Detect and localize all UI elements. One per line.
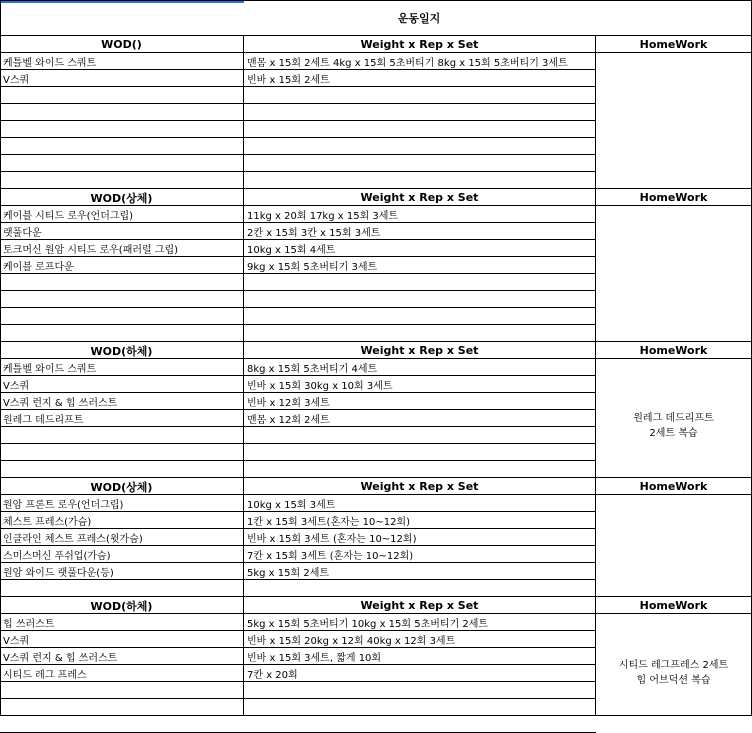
exercise-name[interactable]: 스미스머신 푸쉬업(가슴) <box>3 551 111 562</box>
homework-cell[interactable] <box>596 358 751 494</box>
homework-header: HomeWork <box>639 480 708 493</box>
exercise-name[interactable]: 원암 와이드 랫풀다운(등) <box>3 568 114 579</box>
exercise-name[interactable]: 랫풀다운 <box>3 228 42 239</box>
row-divider <box>0 171 596 172</box>
row-divider <box>0 307 596 308</box>
homework-cell[interactable] <box>596 52 751 205</box>
weight-header: Weight x Rep x Set <box>360 344 479 357</box>
exercise-detail[interactable]: 7칸 x 15회 3세트 (혼자는 10~12회) <box>247 551 414 562</box>
exercise-detail[interactable]: 맨몸 x 12회 2세트 <box>247 415 330 426</box>
exercise-detail[interactable]: 맨몸 x 15회 2세트 4kg x 15회 5초버티기 8kg x 15회 5초버티기 3세트 <box>247 58 568 69</box>
exercise-detail[interactable]: 5kg x 15회 5초버티기 10kg x 15회 5초버티기 2세트 <box>247 619 489 630</box>
wod-header: WOD(상체) <box>90 191 153 205</box>
homework-header: HomeWork <box>639 599 708 612</box>
exercise-name[interactable]: 케틀벨 와이드 스쿼트 <box>3 58 97 69</box>
weight-header: Weight x Rep x Set <box>360 480 479 493</box>
wod-header: WOD(상체) <box>90 480 153 494</box>
exercise-name[interactable]: 케이블 시티드 로우(언더그립) <box>3 211 134 222</box>
exercise-name[interactable]: 시티드 레그 프레스 <box>3 670 87 681</box>
homework-line: 힙 어브덕션 복습 <box>636 674 711 686</box>
exercise-detail[interactable]: 11kg x 20회 17kg x 15회 3세트 <box>247 211 399 222</box>
homework-header: HomeWork <box>639 344 708 357</box>
row-divider <box>0 137 596 138</box>
row-divider <box>0 154 596 155</box>
exercise-detail[interactable]: 빈바 x 15회 3세트, 짧게 10회 <box>247 653 382 664</box>
exercise-detail[interactable]: 빈바 x 15회 2세트 <box>247 75 330 86</box>
homework-header: HomeWork <box>639 38 708 51</box>
exercise-detail[interactable]: 10kg x 15회 3세트 <box>247 500 336 511</box>
homework-line: 시티드 레그프레스 2세트 <box>618 659 729 671</box>
row-divider <box>0 290 596 291</box>
row-divider <box>0 324 596 325</box>
exercise-name[interactable]: 토크머신 원암 시티드 로우(패러럴 그립) <box>3 245 179 256</box>
row-divider <box>0 103 596 104</box>
exercise-detail[interactable]: 9kg x 15회 5초버티기 3세트 <box>247 262 378 273</box>
row-divider <box>0 698 596 699</box>
exercise-detail[interactable]: 8kg x 15회 5초버티기 4세트 <box>247 364 378 375</box>
exercise-name[interactable]: V스쿼 <box>3 75 30 86</box>
exercise-detail[interactable]: 2칸 x 15회 3칸 x 15회 3세트 <box>247 228 381 239</box>
homework-header: HomeWork <box>639 191 708 204</box>
exercise-detail[interactable]: 10kg x 15회 4세트 <box>247 245 336 256</box>
homework-cell[interactable] <box>596 205 751 358</box>
homework-line: 원레그 데드리프트 <box>633 413 714 424</box>
exercise-detail[interactable]: 1칸 x 15회 3세트(혼자는 10~12회) <box>247 517 410 528</box>
weight-header: Weight x Rep x Set <box>360 599 479 612</box>
exercise-detail[interactable]: 빈바 x 12회 3세트 <box>247 398 330 409</box>
exercise-name[interactable]: 케이블 로프다운 <box>3 262 74 273</box>
exercise-detail[interactable]: 7칸 x 20회 <box>247 670 298 681</box>
exercise-name[interactable]: 힙 쓰러스트 <box>3 619 55 630</box>
wod-header: WOD() <box>101 38 142 51</box>
exercise-name[interactable]: 원레그 데드리프트 <box>3 415 84 426</box>
exercise-name[interactable]: 인클라인 체스트 프레스(윗가슴) <box>3 534 143 545</box>
homework-line: 2세트 복습 <box>649 428 698 439</box>
sheet-title: 운동일지 <box>397 11 441 25</box>
row-divider <box>0 120 596 121</box>
exercise-name[interactable]: 원암 프론트 로우(언더그립) <box>3 500 124 511</box>
row-divider <box>0 460 596 461</box>
exercise-detail[interactable]: 빈바 x 15회 3세트 (혼자는 10~12회) <box>247 534 417 545</box>
wod-header: WOD(하체) <box>90 599 153 613</box>
wod-header: WOD(하체) <box>90 344 153 358</box>
grid-hline <box>0 0 752 1</box>
weight-header: Weight x Rep x Set <box>360 191 479 204</box>
exercise-name[interactable]: V스쿼 <box>3 381 30 392</box>
exercise-name[interactable]: 체스트 프레스(가슴) <box>3 517 92 528</box>
exercise-name[interactable]: V스쿼 런지 & 힙 쓰러스트 <box>3 653 118 664</box>
exercise-name[interactable]: V스쿼 <box>3 636 30 647</box>
row-divider <box>0 443 596 444</box>
exercise-name[interactable]: 케틀벨 와이드 스쿼트 <box>3 364 97 375</box>
exercise-name[interactable]: V스쿼 런지 & 힙 쓰러스트 <box>3 398 118 409</box>
exercise-detail[interactable]: 빈바 x 15회 20kg x 12회 40kg x 12회 3세트 <box>247 636 456 647</box>
weight-header: Weight x Rep x Set <box>360 38 479 51</box>
exercise-detail[interactable]: 5kg x 15회 2세트 <box>247 568 330 579</box>
exercise-detail[interactable]: 빈바 x 15회 30kg x 10회 3세트 <box>247 381 393 392</box>
